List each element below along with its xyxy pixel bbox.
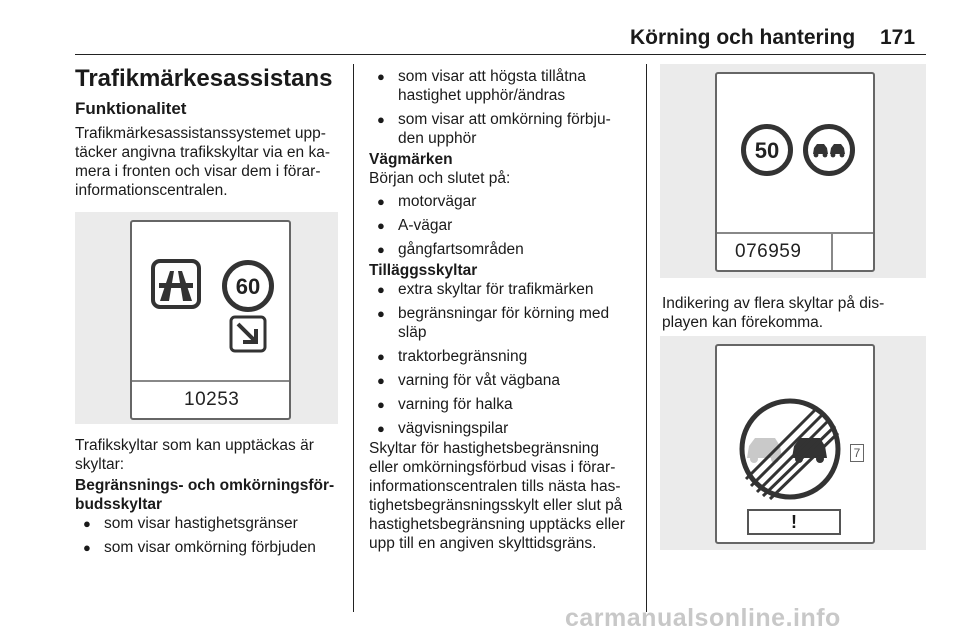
speed-limit-sign-icon: 60 <box>222 260 274 312</box>
column-divider <box>646 64 647 612</box>
display-panel <box>715 72 875 272</box>
display-panel <box>715 344 875 544</box>
list-item: ● som visar omkörning förbjuden <box>75 538 345 557</box>
motorway-icon <box>151 259 201 314</box>
display-panel <box>130 220 291 420</box>
time-limit-badge: 7 <box>850 444 864 462</box>
page-number: 171 <box>880 26 916 49</box>
bullet-list <box>369 67 641 148</box>
column-1 <box>75 64 345 200</box>
list-item: ● som visar hastighetsgränser <box>75 514 345 533</box>
bullet-list <box>369 280 641 438</box>
footer-separator <box>831 234 833 270</box>
figure-caption: Indikering av flera skyltar på dis- playen kan förekomma. <box>662 295 885 331</box>
intro-text: Trafikmärkesassistanssystemet upp- täcker angivna trafikskyltar via en ka- mera i fronten och visar dem i förar- informationscentralen. <box>75 125 330 199</box>
additional-signs-heading: Tilläggsskyltar <box>369 262 478 279</box>
header-rule <box>75 54 926 55</box>
bullet-list <box>75 514 345 557</box>
subheading: Funktionalitet <box>75 99 187 118</box>
road-signs-intro: Början och slutet på: <box>369 170 511 187</box>
list-item: ● varning för våt vägbana <box>369 371 641 390</box>
speed-limit-sign-icon: 50 <box>741 124 793 176</box>
page-header-title: Körning och hantering <box>630 26 856 49</box>
watermark: carmanualsonline.info <box>565 604 841 632</box>
figure-code: 10253 <box>184 389 240 410</box>
figure-display-end-overtaking <box>660 336 926 550</box>
list-item: ● extra skyltar för trafikmärken <box>369 280 641 299</box>
road-signs-heading: Vägmärken <box>369 151 453 168</box>
list-item: ● varning för halka <box>369 395 641 414</box>
list-item: ● traktorbegränsning <box>369 347 641 366</box>
direction-arrow-icon <box>229 315 267 358</box>
figure-code: 076959 <box>735 241 802 262</box>
restriction-heading: Begränsnings- och omkörningsför- budsskyltar <box>75 477 335 513</box>
figure-display-speed-overtaking <box>660 64 926 278</box>
bullet-list <box>369 192 641 259</box>
column-1-lower <box>75 436 345 557</box>
list-item: ● som visar att omkörning förbju- den upphör <box>369 110 641 148</box>
closing-paragraph: Skyltar för hastighetsbegränsning eller omkörningsförbud visas i förar- informationscentralen tills nästa has- tighetsbegränsningsskylt eller slut på hastighetsbegränsning upptäcks eller upp till en angiven skylttidsgräns. <box>369 440 625 552</box>
warning-box: ! <box>747 509 841 535</box>
section-heading: Trafikmärkesassistans <box>75 65 333 92</box>
list-item: ● motorvägar <box>369 192 641 211</box>
list-item: ● begränsningar för körning med släp <box>369 304 641 342</box>
detectable-signs-text: Trafikskyltar som kan upptäckas är skyltar: <box>75 437 314 473</box>
figure-display-motorway-sign <box>75 212 338 424</box>
end-of-no-overtaking-sign-icon <box>737 396 843 507</box>
column-divider <box>353 64 354 612</box>
list-item: ● gångfartsområden <box>369 240 641 259</box>
list-item: ● vägvisningspilar <box>369 419 641 438</box>
no-overtaking-sign-icon <box>803 124 855 176</box>
list-item: ● A-vägar <box>369 216 641 235</box>
column-2 <box>369 67 641 553</box>
list-item: ● som visar att högsta tillåtna hastighet upphör/ändras <box>369 67 641 105</box>
